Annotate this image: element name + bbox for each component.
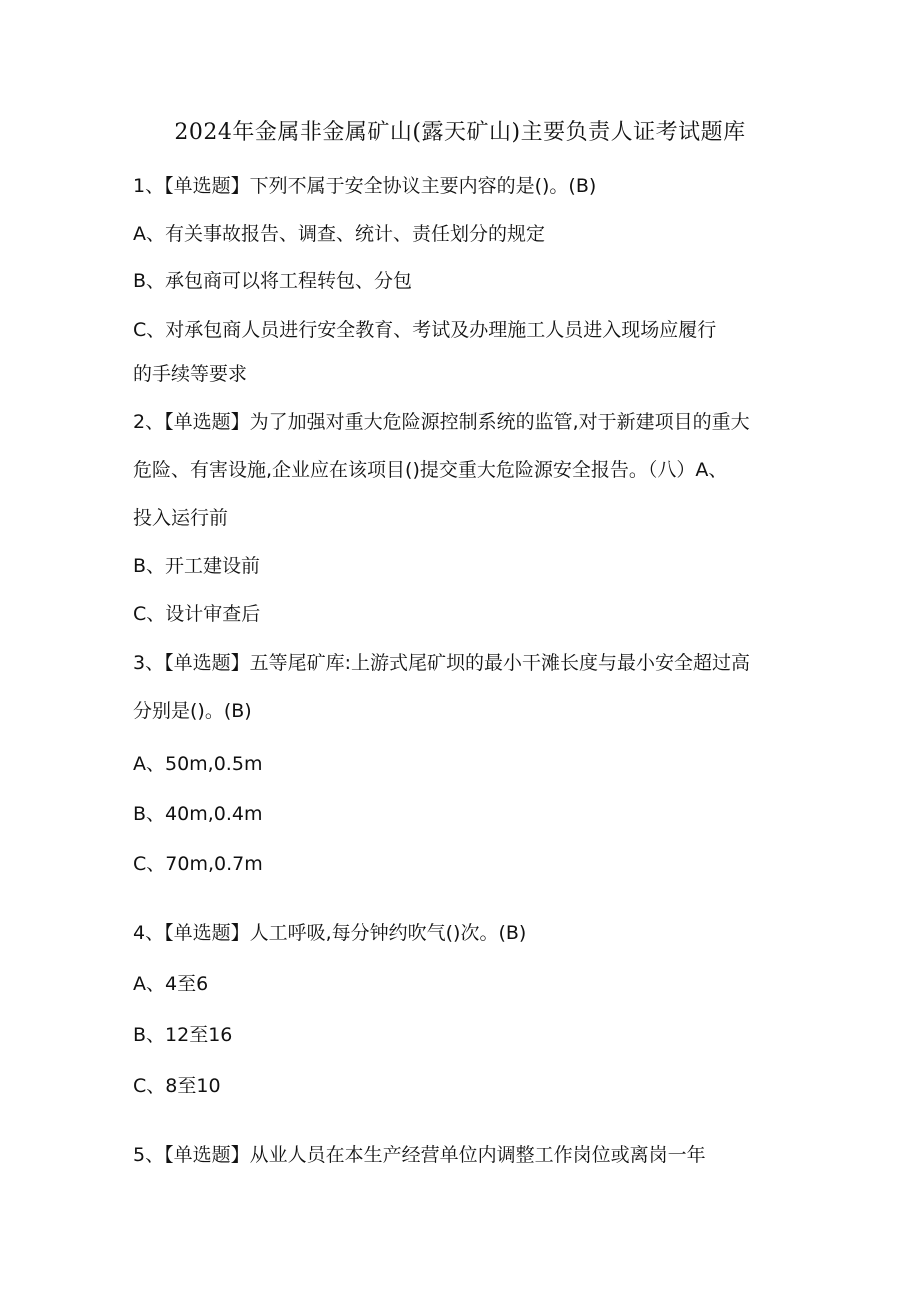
question-2-option-a: 投入运行前 bbox=[133, 507, 229, 529]
question-3-option-c: C、70m,0.7m bbox=[133, 853, 263, 875]
question-3-option-a: A、50m,0.5m bbox=[133, 753, 263, 775]
question-2-option-b: B、开工建设前 bbox=[133, 555, 261, 577]
question-5-stem: 5、【单选题】从业人员在本生产经营单位内调整工作岗位或离岗一年 bbox=[133, 1144, 706, 1166]
question-1-option-c-continued: 的手续等要求 bbox=[133, 363, 248, 385]
question-1-option-b: B、承包商可以将工程转包、分包 bbox=[133, 270, 413, 292]
question-4-option-b: B、12至16 bbox=[133, 1024, 233, 1046]
question-4-option-a: A、4至6 bbox=[133, 973, 209, 995]
question-2-stem-continued: 危险、有害设施,企业应在该项目()提交重大危险源安全报告。（八）A、 bbox=[133, 459, 728, 481]
question-3-stem-continued: 分别是()。(B) bbox=[133, 700, 252, 722]
document-title: 2024年金属非金属矿山(露天矿山)主要负责人证考试题库 bbox=[174, 120, 746, 145]
question-3-option-b: B、40m,0.4m bbox=[133, 803, 263, 825]
question-3-stem: 3、【单选题】五等尾矿库:上游式尾矿坝的最小干滩长度与最小安全超过高 bbox=[133, 652, 750, 674]
question-4-option-c: C、8至10 bbox=[133, 1075, 221, 1097]
question-1-stem: 1、【单选题】下列不属于安全协议主要内容的是()。(B) bbox=[133, 175, 597, 197]
question-1-option-a: A、有关事故报告、调查、统计、责任划分的规定 bbox=[133, 223, 545, 245]
question-2-option-c: C、设计审查后 bbox=[133, 603, 261, 625]
question-1-option-c: C、对承包商人员进行安全教育、考试及办理施工人员进入现场应履行 bbox=[133, 319, 717, 341]
question-2-stem: 2、【单选题】为了加强对重大危险源控制系统的监管,对于新建项目的重大 bbox=[133, 411, 750, 433]
question-4-stem: 4、【单选题】人工呼吸,每分钟约吹气()次。(B) bbox=[133, 922, 527, 944]
